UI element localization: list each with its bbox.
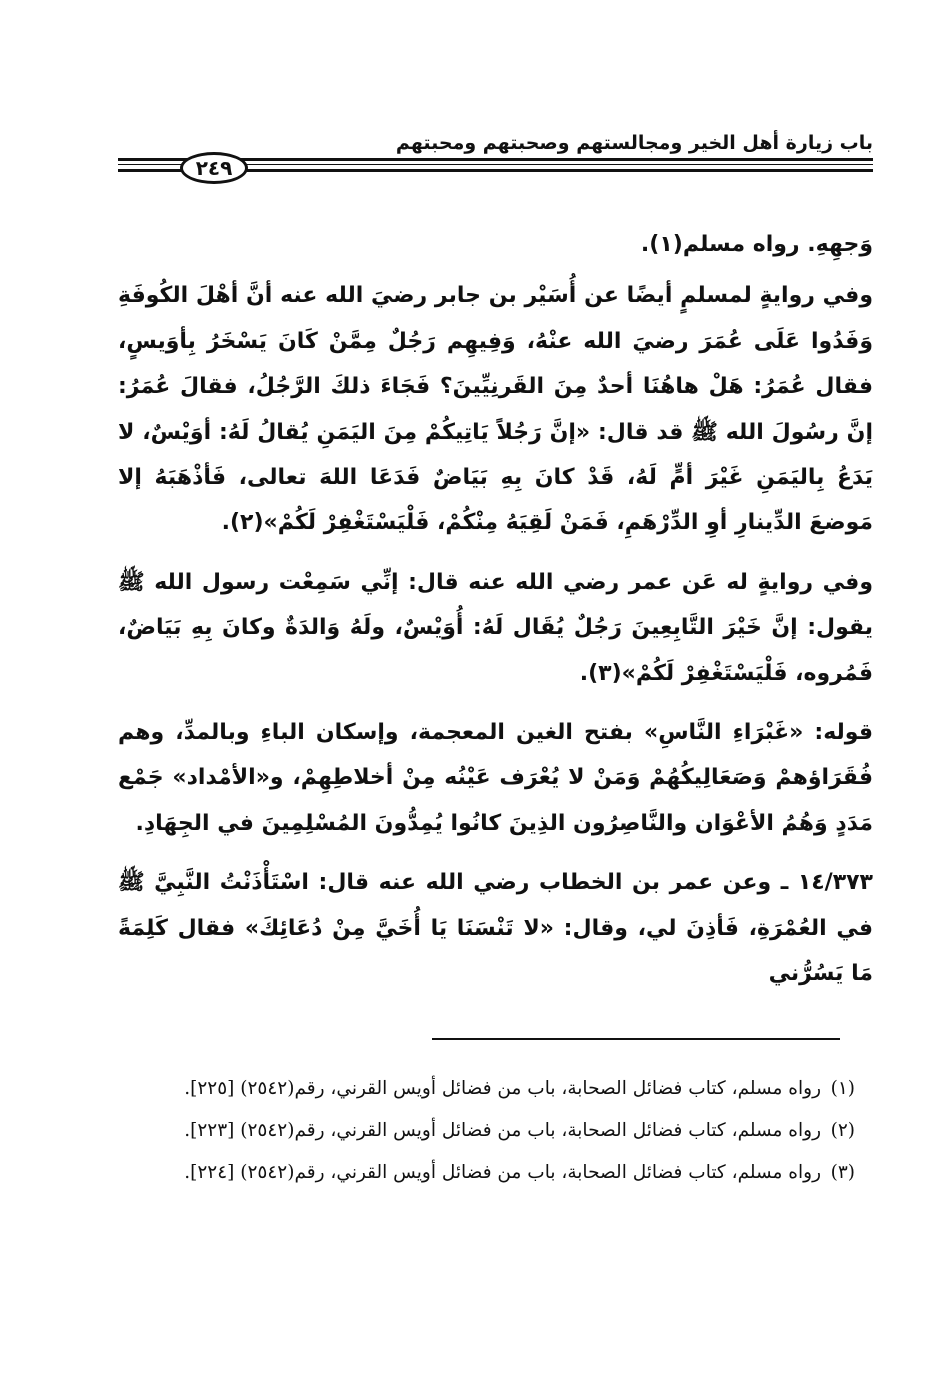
paragraph: وفي روايةٍ لمسلمٍ أيضًا عن أُسَيْر بن جابر رضيَ الله عنه أنَّ أهْلَ الكُوفَةِ وَفَدُوا عَلَى عُمَرَ رضيَ الله عنْهُ، وَفِيهِم رَجُلٌ مِمَّنْ كَانَ يَسْخَرُ بِأوَيسٍ، فقال عُمَرُ: هَلْ هاهُنَا أحدٌ مِنَ القَرنِيِّينَ؟ فَجَاءَ ذلكَ الرَّجُلُ، فقالَ عُمَرُ: إنَّ رسُولَ الله ﷺ قد قال: «إنَّ رَجُلاً يَاتِيكُمْ مِنَ اليَمَنِ يُقالُ لَهُ: أوَيْسٌ، لا يَدَعُ بِاليَمَنِ غَيْرَ أمٍّ لَهُ، قَدْ كانَ بِهِ بَيَاضٌ فَدَعَا اللهَ تعالى، فَأذْهَبَهُ إلا مَوضعَ الدِّينارِ أوِ الدِّرْهَمِ، فَمَنْ لَقِيَهُ مِنْكُمْ، فَلْيَسْتَغْفِرْ لَكُمْ»(٢).	[118, 283, 873, 536]
header-rule	[118, 154, 873, 180]
footnote-text: رواه مسلم، كتاب فضائل الصحابة، باب من فضائل أويس القرني، رقم(٢٥٤٢) [٢٢٥].	[184, 1078, 821, 1099]
paragraph: وفي روايةٍ له عَن عمر رضي الله عنه قال: إنِّي سَمِعْت رسول الله ﷺ يقول: إنَّ خَيْرَ التَّابِعِينَ رَجُلٌ يُقَال لَهُ: أُوَيْسٌ، ولَهُ وَالدَةٌ وكانَ بِهِ بَيَاضٌ، فَمُروه، فَلْيَسْتَغْفِرْ لَكُمْ»(٣).	[118, 569, 873, 686]
paragraph: وَجهِهِ. رواه مسلم(١).	[640, 232, 873, 257]
footnote-number: (١)	[830, 1078, 855, 1099]
footnotes	[118, 1072, 855, 1198]
footnote-text: رواه مسلم، كتاب فضائل الصحابة، باب من فضائل أويس القرني، رقم(٢٥٤٢) [٢٢٣].	[184, 1120, 821, 1141]
paragraph: قوله: «غَبْرَاءِ النَّاسِ» بفتح الغين المعجمة، وإسكان الباءِ وبالمدِّ، وهم فُقَرَاؤهمْ وَصَعَالِيكُهُمْ وَمَنْ لا يُعْرَف عَيْنُه مِنْ أخلاطِهِمْ، و«الأمْداد» جَمْع مَدَدٍ وَهُمُ الأعْوَان والنَّاصِرُون الذِينَ كانُوا يُمِدُّونَ المُسْلِمِينَ في الجِهَادِ.	[118, 720, 873, 836]
main-text	[118, 222, 873, 997]
footnote	[118, 1114, 855, 1148]
footnote	[118, 1072, 855, 1106]
paragraph: ١٤/٣٧٣ ـ وعن عمر بن الخطاب رضي الله عنه قال: اسْتَأْذَنْتُ النَّبِيَّ ﷺ في العُمْرَةِ، فَأذِنَ لي، وقال: «لا تَنْسَنَا يَا أُخَيَّ مِنْ دُعَائِكَ» فقال كَلِمَةً مَا يَسُرُّني	[118, 870, 873, 987]
footnote-number: (٢)	[830, 1120, 855, 1141]
footnote	[118, 1156, 855, 1190]
footnote-separator	[432, 1038, 840, 1040]
footnote-text: رواه مسلم، كتاب فضائل الصحابة، باب من فضائل أويس القرني، رقم(٢٥٤٢) [٢٢٤].	[184, 1162, 821, 1183]
running-title: باب زيارة أهل الخير ومجالستهم وصحبتهم ومحبتهم	[395, 132, 873, 154]
footnote-number: (٣)	[830, 1162, 855, 1183]
page-number: ٢٤٩	[180, 152, 248, 184]
page-header	[118, 126, 873, 180]
